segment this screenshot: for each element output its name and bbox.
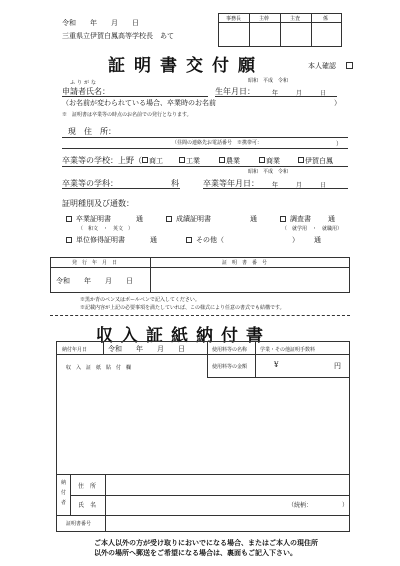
form-title: 証明書交付願 bbox=[108, 56, 264, 76]
footer-line-2: 以外の場所へ郵送をご希望になる場合は、裏面もご記入下さい。 bbox=[94, 548, 297, 557]
stamp-header-1: 事務長 bbox=[226, 16, 242, 22]
identity-check-label: 本人確認 bbox=[308, 62, 336, 70]
cert-credits-copies-unit: 通 bbox=[150, 236, 157, 244]
furigana-label: ふりがな bbox=[70, 80, 99, 86]
cert-other: その他（ bbox=[196, 236, 224, 244]
department-label: 卒業等の学科： bbox=[62, 179, 118, 188]
payer-label: 納付者 bbox=[61, 480, 67, 506]
cert-grades-copies-unit: 通 bbox=[250, 215, 257, 223]
issue-date-header: 発 行 年 月 日 bbox=[72, 260, 118, 266]
cert-grades-checkbox[interactable] bbox=[166, 216, 172, 222]
birth-date-label: 生年月日： bbox=[215, 87, 255, 96]
relation-label: （続柄： bbox=[288, 502, 313, 509]
school-option-checkbox-2[interactable] bbox=[179, 157, 185, 163]
cert-credits: 単位修得証明書 bbox=[76, 236, 125, 244]
stamp-cert-number-label: 証明書番号 bbox=[66, 521, 92, 527]
maiden-name-close: ） bbox=[334, 99, 341, 107]
fee-amount-label: 使用料等の金額 bbox=[212, 364, 248, 370]
cert-graduation-copies-unit: 通 bbox=[136, 215, 143, 223]
applicant-name-label: 申請者氏名： bbox=[62, 87, 110, 96]
stamp-form-title: 収入証紙納付書 bbox=[96, 326, 271, 346]
footer-line-1: ご本人以外の方が受け取りにおいでになる場合、またはご本人の現住所 bbox=[94, 538, 318, 547]
addressee: 三重県立伊賀白鳳高等学校長 あて bbox=[62, 32, 174, 40]
era-note-2: 昭和 平成 令和 bbox=[248, 169, 289, 175]
payment-date-value: 令和 年 月 日 bbox=[108, 345, 185, 353]
relation-close: ） bbox=[342, 502, 349, 509]
yen-sign: ¥ bbox=[274, 361, 279, 369]
note-1: ※黒か青のペン又はボールペンで記入してください。 bbox=[80, 297, 200, 303]
cert-survey-checkbox[interactable] bbox=[280, 216, 286, 222]
school-option-checkbox-4[interactable] bbox=[259, 157, 265, 163]
school-option-1: 商工 bbox=[149, 157, 163, 165]
payment-date-label: 納付年月日 bbox=[62, 347, 88, 353]
cert-types-label: 証明種別及び通数： bbox=[62, 199, 134, 208]
phone-close: ） bbox=[336, 141, 343, 148]
cert-grades: 成績証明書 bbox=[176, 215, 211, 223]
cert-credits-checkbox[interactable] bbox=[66, 237, 72, 243]
cert-graduation: 卒業証明書 bbox=[76, 215, 111, 223]
note-2: ※記載内容が上記の必要事項を満たしていれば、この様式により任意の書式でも結構です。 bbox=[80, 305, 285, 311]
cert-graduation-sub: （ 和文 ・ 英文 ） bbox=[78, 226, 134, 232]
graduation-name-note: ※ 証明書は卒業等の時点のお名前での発行となります。 bbox=[62, 112, 192, 118]
paste-area-label: 収 入 証 紙 貼 付 欄 bbox=[66, 365, 132, 371]
yen-unit: 円 bbox=[334, 362, 341, 370]
date-line: 令和 年 月 日 bbox=[62, 19, 139, 27]
stamp-header-4: 係 bbox=[323, 16, 329, 22]
payer-address-label: 住 所 bbox=[78, 483, 97, 490]
cert-graduation-checkbox[interactable] bbox=[66, 216, 72, 222]
cut-line bbox=[50, 315, 350, 316]
school-option-5: 伊賀白鳳 bbox=[305, 157, 333, 165]
school-option-checkbox-3[interactable] bbox=[219, 157, 225, 163]
stamp-header-3: 主査 bbox=[290, 16, 301, 22]
fee-item-label: 使用料等の名称 bbox=[212, 347, 248, 353]
stamp-header-2: 主幹 bbox=[259, 16, 270, 22]
cert-survey-copies-unit: 通 bbox=[328, 215, 335, 223]
era-note: 昭和 平成 令和 bbox=[248, 78, 289, 84]
address-label: 現 住 所： bbox=[68, 127, 116, 136]
birth-date-units: 年 月 日 bbox=[272, 90, 327, 97]
fee-item-value: 学業・その他証明手数料 bbox=[260, 347, 316, 353]
cert-number-header: 証 明 書 番 号 bbox=[222, 260, 268, 266]
school-option-3: 農業 bbox=[226, 157, 240, 165]
phone-label: （昼間の連絡先お電話番号 ※携帯可： bbox=[172, 140, 263, 146]
cert-other-copies-unit: 通 bbox=[314, 236, 321, 244]
cert-other-checkbox[interactable] bbox=[186, 237, 192, 243]
identity-check-checkbox[interactable] bbox=[346, 62, 353, 69]
cert-survey-sub: （ 就学用 ・ 就職用） bbox=[282, 226, 343, 232]
school-option-checkbox-5[interactable] bbox=[298, 157, 304, 163]
issue-date-value: 令和 年 月 日 bbox=[56, 277, 133, 285]
maiden-name-note: （お名前が変わられている場合、卒業時のお名前 bbox=[62, 99, 216, 107]
school-label: 卒業等の学校：上野（ bbox=[62, 156, 142, 165]
school-option-2: 工業 bbox=[186, 157, 200, 165]
cert-survey: 調査書 bbox=[290, 215, 311, 223]
graduation-date-units: 年 月 日 bbox=[272, 182, 327, 189]
payer-name-label: 氏 名 bbox=[78, 502, 97, 509]
cert-other-close: ） bbox=[292, 236, 299, 244]
school-option-4: 商業 bbox=[266, 157, 280, 165]
graduation-date-label: 卒業等年月日： bbox=[203, 179, 259, 188]
department-suffix: 科 bbox=[171, 179, 179, 188]
school-option-checkbox-1[interactable] bbox=[142, 157, 148, 163]
